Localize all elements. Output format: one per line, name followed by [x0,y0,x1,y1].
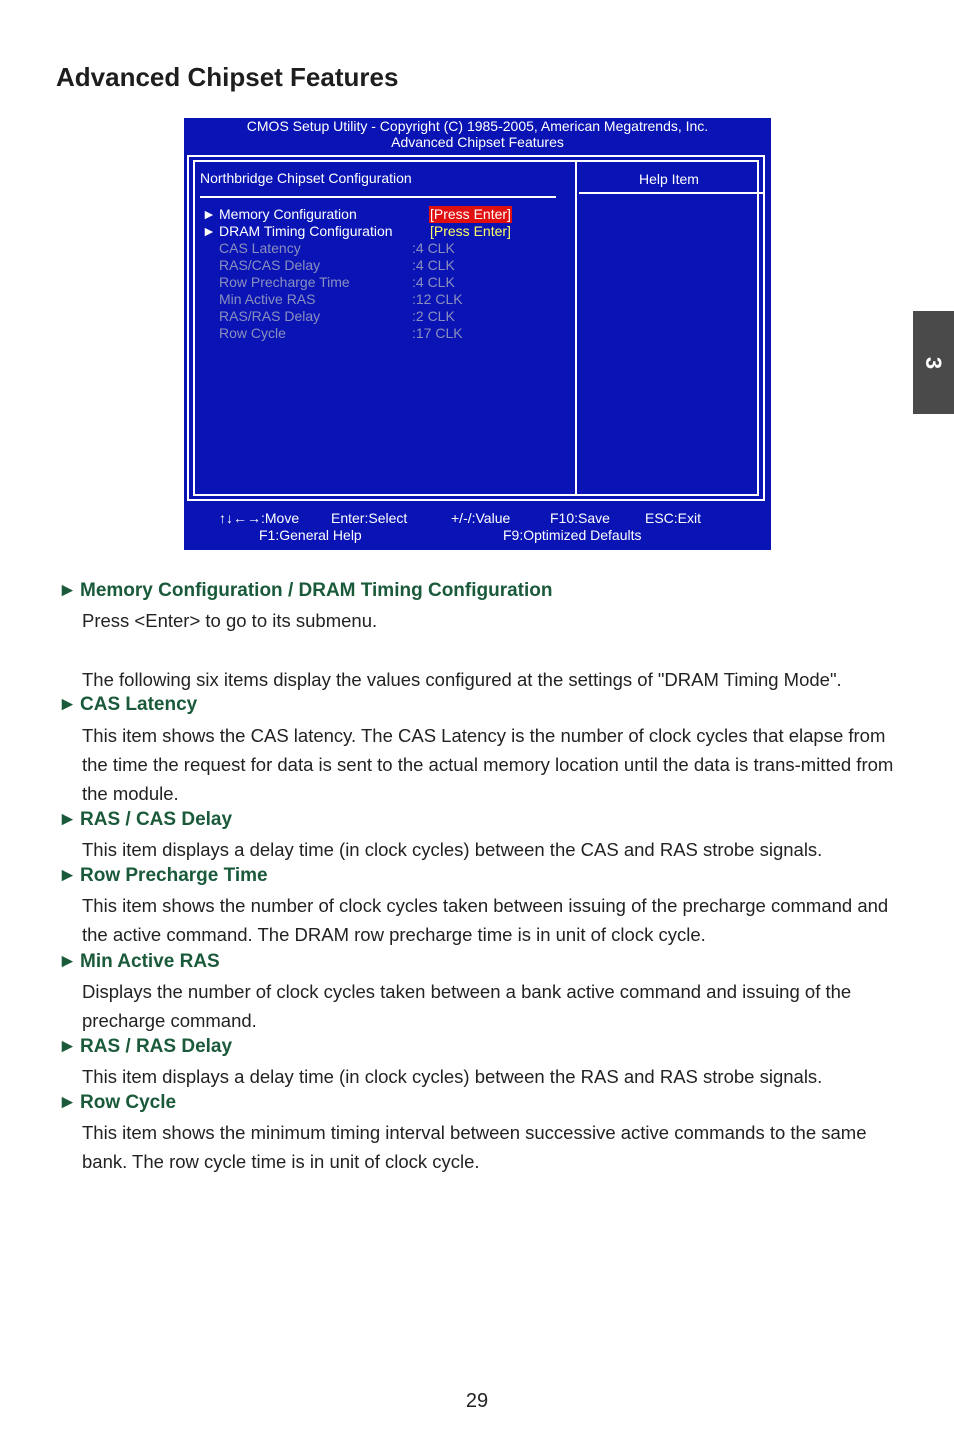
section-text-ras-ras-delay: This item displays a delay time (in clock cycles) between the RAS and RAS strobe signals. [82,1066,823,1087]
page-title: Advanced Chipset Features [56,62,399,92]
bios-menu-memory-configuration[interactable] [202,206,562,223]
bios-menu-label: Memory Configuration [219,206,357,222]
bios-key-help: F1:General Help [259,527,362,543]
chapter-number: 3 [921,356,947,369]
section-heading-text: Min Active RAS [80,951,220,972]
bios-setting-value: :17 CLK [412,325,463,341]
bios-section-underline [200,196,556,198]
section-heading-ras-ras-delay [58,1036,232,1058]
section-heading-text: Row Cycle [80,1092,177,1113]
bios-setting-value: :4 CLK [412,240,455,256]
bullet-triangle-icon: ► [58,1036,77,1057]
bios-setting-label: Row Precharge Time [219,274,350,290]
bios-key-save: F10:Save [550,510,610,526]
bios-menu-dram-timing-configuration[interactable] [202,223,562,240]
bios-help-underline [579,192,763,194]
bios-setting-label: CAS Latency [219,240,301,256]
bios-setting-value: :2 CLK [412,308,455,324]
section-heading-min-active-ras [58,951,220,973]
bios-screen [184,118,771,550]
section-heading-text: RAS / RAS Delay [80,1036,233,1057]
bios-setting-row-precharge-time [219,274,455,291]
bios-setting-ras-cas-delay [219,257,455,274]
bios-panel-divider [575,162,577,494]
bios-menu-label: DRAM Timing Configuration [219,223,393,239]
bios-setting-min-active-ras [219,291,463,308]
submenu-arrow-icon: ► [202,223,216,239]
bios-menu-value: [Press Enter] [430,223,511,239]
submenu-arrow-icon: ► [202,206,216,222]
page-number: 29 [465,1390,489,1412]
bios-copyright: CMOS Setup Utility - Copyright (C) 1985-2005, American Megatrends, Inc. [246,118,709,134]
section-text-min-active-ras: Displays the number of clock cycles taken between a bank active command and issuing of the precharge command. [82,981,852,1031]
intro-paragraph: The following six items display the values configured at the settings of "DRAM Timing Mode". [82,669,842,690]
bios-setting-label: Min Active RAS [219,291,316,307]
bios-setting-value: :4 CLK [412,257,455,273]
section-heading-cas-latency [58,694,197,716]
section-heading-ras-cas-delay [58,809,232,831]
section-text-row-cycle: This item shows the minimum timing interval between successive active commands to the same bank. The row cycle time is in unit of clock cycle. [82,1122,867,1172]
section-text-row-precharge-time: This item shows the number of clock cycles taken between issuing of the precharge command and the active command. The DRAM row precharge time is in unit of clock cycle. [82,895,889,945]
section-text-memory-dram-config: Press <Enter> to go to its submenu. [82,610,378,631]
section-heading-row-cycle [58,1092,176,1114]
section-text-cas-latency: This item shows the CAS latency. The CAS Latency is the number of clock cycles that elapse from the time the request for data is sent to the actual memory location until the data is trans-mitted from the module. [82,725,894,804]
section-heading-text: CAS Latency [80,694,198,715]
bios-outer-frame [187,155,765,501]
bullet-triangle-icon: ► [58,809,77,830]
bullet-triangle-icon: ► [58,694,77,715]
bios-menu-value: [Press Enter] [430,206,511,222]
bios-key-exit: ESC:Exit [645,510,702,526]
chapter-tab [913,311,954,414]
section-heading-text: Row Precharge Time [80,865,268,886]
bullet-triangle-icon: ► [58,865,77,886]
bios-setting-value: :4 CLK [412,274,455,290]
section-heading-text: Memory Configuration / DRAM Timing Configuration [80,580,553,601]
bios-help-title: Help Item [639,171,699,187]
bios-setting-label: RAS/RAS Delay [219,308,321,324]
bios-setting-label: Row Cycle [219,325,286,341]
bios-setting-value: :12 CLK [412,291,463,307]
bios-key-select: Enter:Select [331,510,408,526]
bios-setting-row-cycle [219,325,463,342]
bullet-triangle-icon: ► [58,951,77,972]
bios-key-move: ↑↓←→:Move [219,510,300,526]
bios-key-defaults: F9:Optimized Defaults [503,527,642,543]
bios-inner-frame [193,160,759,496]
bios-key-value: +/-/:Value [451,510,511,526]
bullet-triangle-icon: ► [58,580,77,601]
section-text-ras-cas-delay: This item displays a delay time (in clock cycles) between the CAS and RAS strobe signals. [82,839,823,860]
bullet-triangle-icon: ► [58,1092,77,1113]
section-heading-text: RAS / CAS Delay [80,809,233,830]
section-heading-memory-dram-config [58,580,553,602]
bios-setting-label: RAS/CAS Delay [219,257,321,273]
bios-setting-ras-ras-delay [219,308,455,325]
bios-section-title: Northbridge Chipset Configuration [200,170,412,186]
bios-setting-cas-latency [219,240,455,257]
section-heading-row-precharge-time [58,865,268,887]
bios-screen-title: Advanced Chipset Features [391,134,564,150]
